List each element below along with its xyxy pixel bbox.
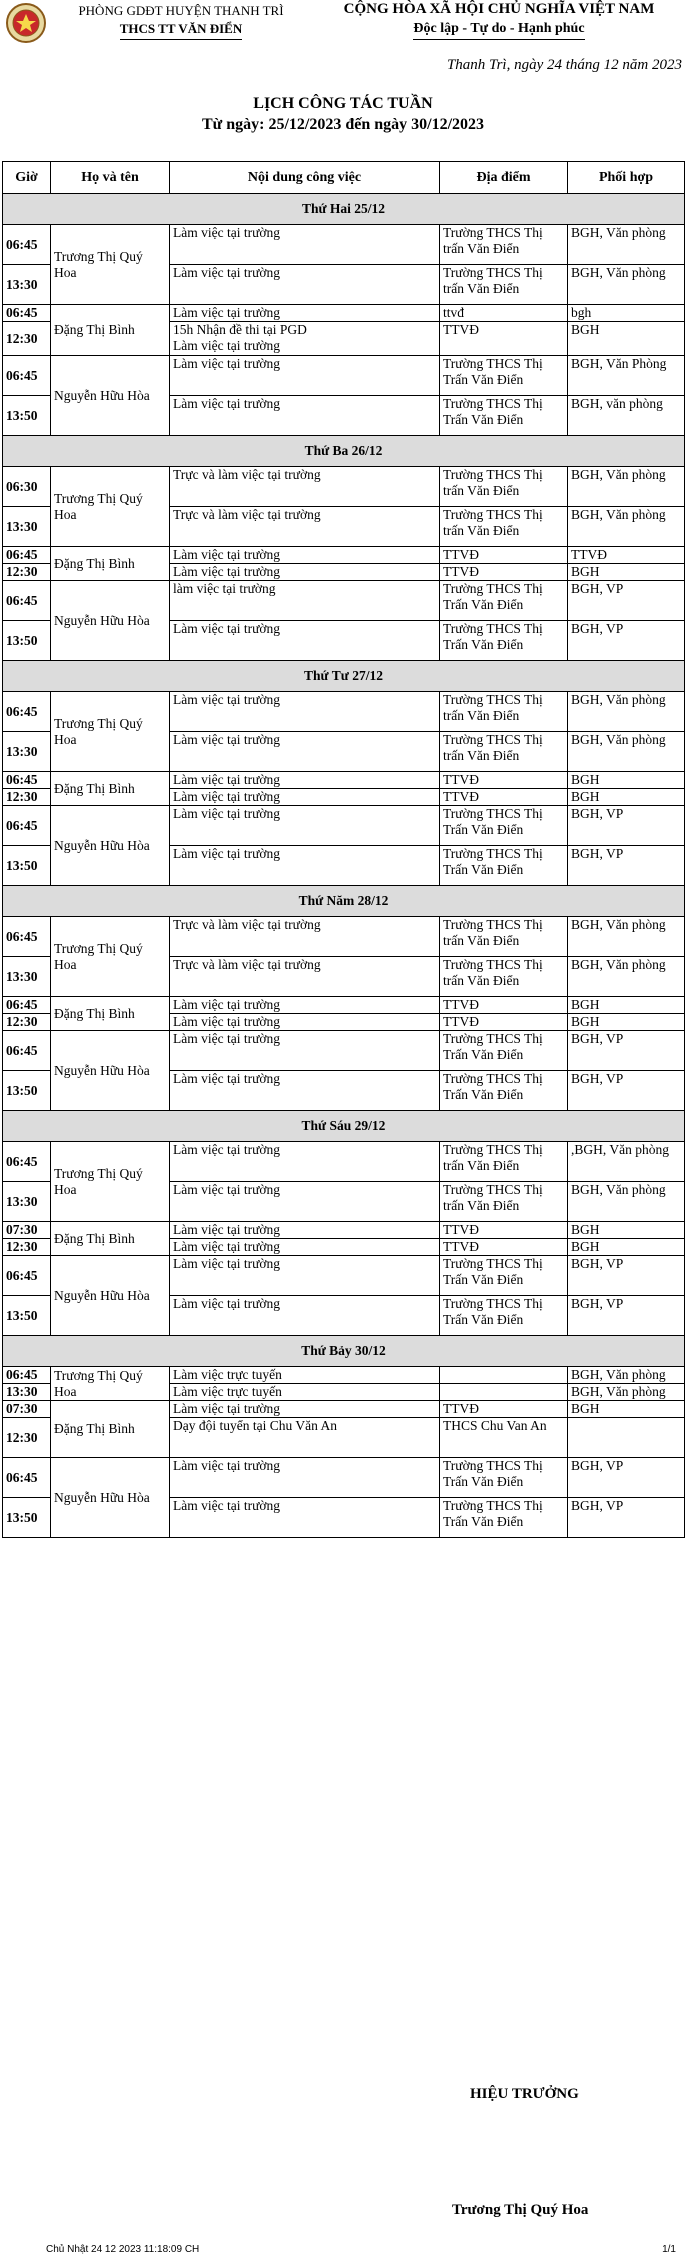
national-motto: Độc lập - Tự do - Hạnh phúc: [413, 19, 584, 40]
time-cell: 13:30: [3, 265, 51, 305]
person-cell: Nguyễn Hữu Hòa: [51, 356, 170, 436]
table-row: [3, 1256, 685, 1296]
person-cell: Trương Thị Quý Hoa: [51, 917, 170, 997]
time-cell: 13:50: [3, 396, 51, 436]
school-name: THCS TT VĂN ĐIỂN: [120, 20, 242, 40]
schedule-body: [3, 194, 685, 1538]
place-cell: ttvđ: [440, 305, 568, 322]
time-cell: 13:50: [3, 621, 51, 661]
coop-cell: BGH, VP: [568, 581, 685, 621]
place-cell: Trường THCS Thị trấn Văn Điển: [440, 957, 568, 997]
coop-cell: ,BGH, Văn phòng: [568, 1142, 685, 1182]
place-cell: TTVĐ: [440, 772, 568, 789]
time-cell: 07:30: [3, 1222, 51, 1239]
person-cell: Nguyễn Hữu Hòa: [51, 1458, 170, 1538]
table-row: [3, 547, 685, 564]
place-cell: Trường THCS Thị trấn Văn Điển: [440, 692, 568, 732]
place-cell: Trường THCS Thị trấn Văn Điển: [440, 1182, 568, 1222]
column-header-content: Nội dung công việc: [170, 162, 440, 194]
content-cell: Làm việc tại trường: [170, 1142, 440, 1182]
coop-cell: BGH, Văn phòng: [568, 732, 685, 772]
content-cell: Làm việc tại trường: [170, 846, 440, 886]
time-cell: 07:30: [3, 1401, 51, 1418]
table-row: [3, 1401, 685, 1418]
table-row: [3, 1142, 685, 1182]
issuing-office: [50, 2, 312, 40]
place-cell: Trường THCS Thị Trấn Văn Điển: [440, 1498, 568, 1538]
time-cell: 06:45: [3, 917, 51, 957]
content-cell: Làm việc tại trường: [170, 305, 440, 322]
place-cell: Trường THCS Thị trấn Văn Điển: [440, 265, 568, 305]
time-cell: 06:45: [3, 356, 51, 396]
content-cell: Làm việc tại trường: [170, 1031, 440, 1071]
person-cell: Nguyễn Hữu Hòa: [51, 581, 170, 661]
coop-cell: BGH, Văn phòng: [568, 1182, 685, 1222]
place-cell: Trường THCS Thị Trấn Văn Điển: [440, 1031, 568, 1071]
place-cell: Trường THCS Thị trấn Văn Điển: [440, 1142, 568, 1182]
table-row: [3, 772, 685, 789]
table-row: [3, 917, 685, 957]
place-cell: Trường THCS Thị trấn Văn Điển: [440, 917, 568, 957]
day-header-row: [3, 1336, 685, 1367]
content-cell: Làm việc tại trường: [170, 1256, 440, 1296]
table-row: [3, 997, 685, 1014]
table-row: [3, 1031, 685, 1071]
page-title: LỊCH CÔNG TÁC TUẦN: [253, 95, 433, 112]
content-cell: Làm việc tại trường: [170, 547, 440, 564]
coop-cell: BGH, VP: [568, 1296, 685, 1336]
coop-cell: BGH: [568, 789, 685, 806]
time-cell: 06:45: [3, 997, 51, 1014]
coop-cell: BGH, Văn phòng: [568, 957, 685, 997]
content-cell: Trực và làm việc tại trường: [170, 507, 440, 547]
day-label: Thứ Bảy 30/12: [3, 1336, 685, 1367]
time-cell: 13:50: [3, 1071, 51, 1111]
content-cell: Trực và làm việc tại trường: [170, 467, 440, 507]
place-cell: Trường THCS Thị Trấn Văn Điển: [440, 1256, 568, 1296]
day-header-row: [3, 436, 685, 467]
content-cell: Làm việc trực tuyến: [170, 1384, 440, 1401]
person-cell: Đặng Thị Bình: [51, 1401, 170, 1458]
content-cell: Làm việc tại trường: [170, 564, 440, 581]
time-cell: 13:50: [3, 1498, 51, 1538]
time-cell: 13:30: [3, 1384, 51, 1401]
table-row: [3, 225, 685, 265]
coop-cell: BGH, Văn Phòng: [568, 356, 685, 396]
person-cell: Đặng Thị Bình: [51, 772, 170, 806]
content-cell: Làm việc tại trường: [170, 732, 440, 772]
day-header-row: [3, 661, 685, 692]
time-cell: 13:50: [3, 1296, 51, 1336]
signature-name: Trương Thị Quý Hoa: [452, 2202, 589, 2218]
content-cell: Làm việc tại trường: [170, 1071, 440, 1111]
time-cell: 13:30: [3, 1182, 51, 1222]
time-cell: 12:30: [3, 322, 51, 356]
coop-cell: BGH: [568, 997, 685, 1014]
place-cell: TTVĐ: [440, 564, 568, 581]
place-cell: Trường THCS Thị Trấn Văn Điển: [440, 356, 568, 396]
time-cell: 06:45: [3, 772, 51, 789]
person-cell: Nguyễn Hữu Hòa: [51, 1031, 170, 1111]
content-cell: Làm việc tại trường: [170, 1296, 440, 1336]
place-cell: TTVĐ: [440, 547, 568, 564]
coop-cell: [568, 1418, 685, 1458]
day-header-row: [3, 194, 685, 225]
weekly-schedule-table: [2, 161, 685, 1538]
column-header-time: Giờ: [3, 162, 51, 194]
place-cell: Trường THCS Thị Trấn Văn Điển: [440, 1071, 568, 1111]
time-cell: 06:45: [3, 1256, 51, 1296]
national-heading: [312, 0, 686, 40]
content-cell: 15h Nhận đề thi tại PGD Làm việc tại trường: [170, 322, 440, 356]
table-row: [3, 305, 685, 322]
coop-cell: BGH: [568, 1401, 685, 1418]
column-header-place: Địa điểm: [440, 162, 568, 194]
place-cell: [440, 1367, 568, 1384]
place-cell: Trường THCS Thị Trấn Văn Điển: [440, 1458, 568, 1498]
place-cell: Trường THCS Thị Trấn Văn Điển: [440, 806, 568, 846]
content-cell: Làm việc tại trường: [170, 997, 440, 1014]
content-cell: Làm việc tại trường: [170, 1498, 440, 1538]
place-cell: Trường THCS Thị trấn Văn Điển: [440, 225, 568, 265]
day-header-row: [3, 1111, 685, 1142]
place-cell: Trường THCS Thị Trấn Văn Điển: [440, 621, 568, 661]
coop-cell: BGH: [568, 1014, 685, 1031]
time-cell: 06:30: [3, 467, 51, 507]
signature-title: HIỆU TRƯỞNG: [470, 2086, 579, 2102]
place-cell: THCS Chu Van An: [440, 1418, 568, 1458]
person-cell: Trương Thị Quý Hoa: [51, 225, 170, 305]
place-cell: TTVĐ: [440, 1401, 568, 1418]
coop-cell: BGH, Văn phòng: [568, 467, 685, 507]
content-cell: Làm việc tại trường: [170, 1401, 440, 1418]
time-cell: 06:45: [3, 547, 51, 564]
coop-cell: BGH, VP: [568, 1031, 685, 1071]
content-cell: Làm việc trực tuyến: [170, 1367, 440, 1384]
content-cell: Làm việc tại trường: [170, 265, 440, 305]
column-header-name: Họ và tên: [51, 162, 170, 194]
content-cell: Làm việc tại trường: [170, 806, 440, 846]
coop-cell: BGH, VP: [568, 806, 685, 846]
person-cell: Nguyễn Hữu Hòa: [51, 806, 170, 886]
day-header-row: [3, 886, 685, 917]
table-row: [3, 356, 685, 396]
coop-cell: BGH, Văn phòng: [568, 692, 685, 732]
person-cell: Trương Thị Quý Hoa: [51, 692, 170, 772]
content-cell: Làm việc tại trường: [170, 692, 440, 732]
person-cell: Đặng Thị Bình: [51, 997, 170, 1031]
place-cell: TTVĐ: [440, 789, 568, 806]
table-row: [3, 1367, 685, 1384]
document-header: [0, 0, 686, 90]
day-label: Thứ Tư 27/12: [3, 661, 685, 692]
time-cell: 06:45: [3, 1367, 51, 1384]
place-cell: TTVĐ: [440, 997, 568, 1014]
time-cell: 06:45: [3, 692, 51, 732]
person-cell: Đặng Thị Bình: [51, 547, 170, 581]
day-label: Thứ Hai 25/12: [3, 194, 685, 225]
place-cell: Trường THCS Thị trấn Văn Điển: [440, 507, 568, 547]
time-cell: 06:45: [3, 581, 51, 621]
time-cell: 12:30: [3, 564, 51, 581]
person-cell: Nguyễn Hữu Hòa: [51, 1256, 170, 1336]
time-cell: 13:30: [3, 957, 51, 997]
place-cell: Trường THCS Thị trấn Văn Điển: [440, 732, 568, 772]
person-cell: Đặng Thị Bình: [51, 305, 170, 356]
content-cell: Làm việc tại trường: [170, 356, 440, 396]
coop-cell: BGH, VP: [568, 846, 685, 886]
content-cell: Làm việc tại trường: [170, 1458, 440, 1498]
time-cell: 12:30: [3, 1014, 51, 1031]
place-cell: [440, 1384, 568, 1401]
table-row: [3, 467, 685, 507]
coop-cell: BGH, Văn phòng: [568, 507, 685, 547]
content-cell: Dạy đội tuyển tại Chu Văn An: [170, 1418, 440, 1458]
school-logo-icon: [5, 2, 47, 44]
place-cell: Trường THCS Thị Trấn Văn Điển: [440, 396, 568, 436]
time-cell: 13:30: [3, 507, 51, 547]
table-row: [3, 1222, 685, 1239]
content-cell: Làm việc tại trường: [170, 1239, 440, 1256]
place-date: Thanh Trì, ngày 24 tháng 12 năm 2023: [446, 57, 682, 73]
person-cell: Trương Thị Quý Hoa: [51, 467, 170, 547]
content-cell: Trực và làm việc tại trường: [170, 917, 440, 957]
coop-cell: BGH, văn phòng: [568, 396, 685, 436]
table-row: [3, 1458, 685, 1498]
coop-cell: BGH: [568, 322, 685, 356]
table-header-row: [3, 162, 685, 194]
nation-name: CỘNG HÒA XÃ HỘI CHỦ NGHĨA VIỆT NAM: [343, 1, 655, 17]
time-cell: 12:30: [3, 789, 51, 806]
time-cell: 13:30: [3, 732, 51, 772]
time-cell: 06:45: [3, 1458, 51, 1498]
time-cell: 06:45: [3, 1142, 51, 1182]
page-number: 1/1: [662, 2244, 676, 2255]
coop-cell: BGH, VP: [568, 1498, 685, 1538]
time-cell: 12:30: [3, 1418, 51, 1458]
coop-cell: BGH, Văn phòng: [568, 1367, 685, 1384]
coop-cell: BGH: [568, 564, 685, 581]
content-cell: Làm việc tại trường: [170, 396, 440, 436]
print-timestamp: Chủ Nhật 24 12 2023 11:18:09 CH: [46, 2244, 200, 2255]
place-cell: TTVĐ: [440, 322, 568, 356]
coop-cell: BGH: [568, 772, 685, 789]
content-cell: Làm việc tại trường: [170, 621, 440, 661]
time-cell: 06:45: [3, 225, 51, 265]
coop-cell: BGH, VP: [568, 1256, 685, 1296]
time-cell: 06:45: [3, 806, 51, 846]
coop-cell: BGH: [568, 1239, 685, 1256]
column-header-coop: Phối hợp: [568, 162, 685, 194]
content-cell: Làm việc tại trường: [170, 1014, 440, 1031]
content-cell: Làm việc tại trường: [170, 1222, 440, 1239]
content-cell: Làm việc tại trường: [170, 225, 440, 265]
coop-cell: bgh: [568, 305, 685, 322]
person-cell: Đặng Thị Bình: [51, 1222, 170, 1256]
place-cell: Trường THCS Thị Trấn Văn Điển: [440, 581, 568, 621]
person-cell: Trương Thị Quý Hoa: [51, 1142, 170, 1222]
coop-cell: BGH, Văn phòng: [568, 917, 685, 957]
place-cell: TTVĐ: [440, 1222, 568, 1239]
coop-cell: BGH, VP: [568, 621, 685, 661]
coop-cell: TTVĐ: [568, 547, 685, 564]
table-row: [3, 806, 685, 846]
time-cell: 06:45: [3, 1031, 51, 1071]
coop-cell: BGH, Văn phòng: [568, 265, 685, 305]
time-cell: 06:45: [3, 305, 51, 322]
day-label: Thứ Ba 26/12: [3, 436, 685, 467]
coop-cell: BGH, VP: [568, 1071, 685, 1111]
day-label: Thứ Sáu 29/12: [3, 1111, 685, 1142]
coop-cell: BGH, VP: [568, 1458, 685, 1498]
content-cell: Làm việc tại trường: [170, 789, 440, 806]
content-cell: Làm việc tại trường: [170, 772, 440, 789]
content-cell: làm việc tại trường: [170, 581, 440, 621]
coop-cell: BGH: [568, 1222, 685, 1239]
day-label: Thứ Năm 28/12: [3, 886, 685, 917]
time-cell: 12:30: [3, 1239, 51, 1256]
person-cell: Trương Thị Quý Hoa: [51, 1367, 170, 1401]
content-cell: Trực và làm việc tại trường: [170, 957, 440, 997]
page-subtitle: Từ ngày: 25/12/2023 đến ngày 30/12/2023: [201, 116, 485, 133]
content-cell: Làm việc tại trường: [170, 1182, 440, 1222]
coop-cell: BGH, Văn phòng: [568, 225, 685, 265]
place-cell: Trường THCS Thị trấn Văn Điển: [440, 467, 568, 507]
place-cell: TTVĐ: [440, 1239, 568, 1256]
coop-cell: BGH, Văn phòng: [568, 1384, 685, 1401]
department-name: PHÒNG GDĐT HUYỆN THANH TRÌ: [78, 3, 284, 18]
table-row: [3, 692, 685, 732]
table-row: [3, 581, 685, 621]
place-cell: Trường THCS Thị Trấn Văn Điển: [440, 1296, 568, 1336]
time-cell: 13:50: [3, 846, 51, 886]
place-cell: Trường THCS Thị Trấn Văn Điển: [440, 846, 568, 886]
place-cell: TTVĐ: [440, 1014, 568, 1031]
